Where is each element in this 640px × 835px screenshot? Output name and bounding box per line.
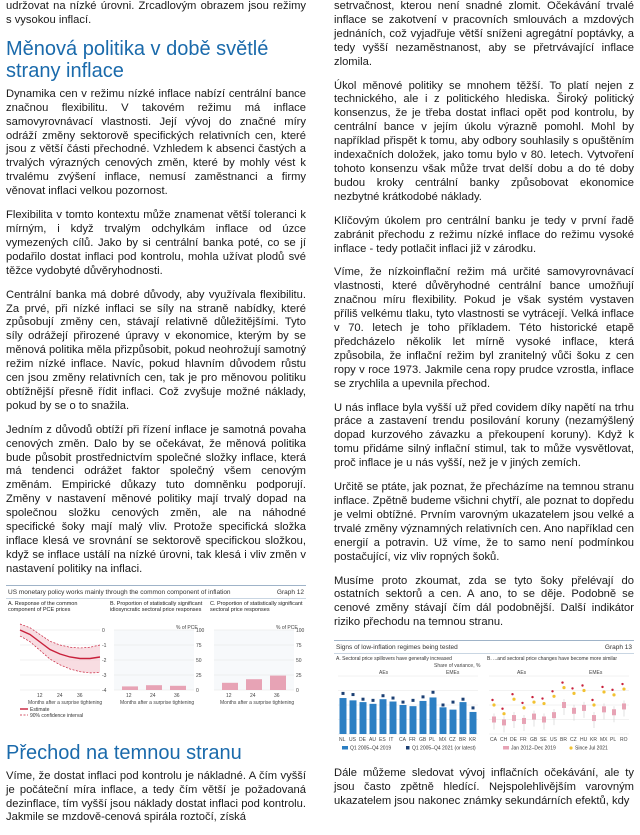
x-tick-label: 12 [126,692,132,699]
right-column [334,0,634,819]
y-tick-label: -1 [102,642,107,649]
marker-latest [352,693,355,696]
y-axis-unit: % of PCE [276,624,298,631]
point-since-jul-2021 [621,683,623,685]
panel-c [210,601,304,614]
point-since-jul-2021 [611,689,613,691]
paragraph: Víme, že nízkoinflační režim má určité samovyrovnávací vlastnosti, které důvěryhodné centrální bance umožňují značnou míru flexibility. Pokud je však systém vystaven příliš velkému tlaku, tyto vlastnosti se vytrácejí. Velká inflace v 70. letech je toho příkladem. Této historické etapě předcházelo několik let mírně vysoké inflace, která způsobila, že inflační režim byl zranitelný vůči šoku z cen ropy v roce 1973. Jakmile cena ropy prudce vzrostla, inflace se zrychlila a upevnila přechod. [334,266,634,390]
x-tick-label: MX [439,737,447,744]
bar [170,686,186,690]
x-tick-label: 24 [250,692,256,699]
point-since-jul-2021 [581,684,583,686]
paragraph: udržovat na nízké úrovni. Zrcadlovým obrazem jsou režimy s vysokou inflací. [6,0,306,26]
x-axis-label: Months after a surprise tightening [220,699,295,706]
paragraph: Víme, že dostat inflaci pod kontrolu je nákladné. A čím vyšší je počáteční míra inflace, a tedy čím větší je požadovaná dezinflace, tím vyšší jsou náklady dostat inflaci pod kontrolu. Jakmile se mzdově-cenová spirála roztočí, získá [6,769,306,824]
x-tick-label: 12 [37,692,43,699]
legend-swatch-a2 [406,746,410,750]
marker-latest [382,694,385,697]
bar-q1-2005-q4-2019 [380,699,387,734]
paragraph: Dynamika cen v režimu nízké inflace nabízí centrální bance značnou flexibilitu. V takovém režimu má inflace samovyrovnávací vlastnosti. Její vývoj do značné míry odráží změny sektorově specifických relativních cen, které jsou z větší části přechodné. Vzhledem k absenci častých a trvalých výrazných cenových změn, které by mohly vést k trvalému zvýšení inflace, nemusí zaměstnanci a firmy věnovat inflaci velkou pozornost. [6,87,306,198]
x-tick-label: CH [500,737,508,744]
point-since-jul-2021 [531,696,533,698]
marker-latest [362,698,365,701]
bar-q1-2005-q4-2019 [470,712,477,734]
x-tick-label: GB [530,737,538,744]
y-tick-label: 0 [296,687,299,694]
point-since-jul-2021 [511,693,513,695]
x-tick-label: HU [580,737,588,744]
x-tick-label: AU [369,737,376,744]
marker-latest [472,707,475,710]
x-tick-label: US [349,737,356,744]
panel-a-title: A. Response of the common component of PCE prices [8,600,78,614]
bar-q1-2005-q4-2019 [400,705,407,734]
x-tick-label: DE [510,737,517,744]
bar-q1-2005-q4-2019 [360,702,367,734]
bar-q1-2005-q4-2019 [460,702,467,734]
section-heading-bright-side: Měnová politika v době světlé strany inflace [6,37,269,82]
bar [222,683,238,690]
x-tick-label: PL [610,737,617,744]
x-tick-label: US [550,737,557,744]
x-tick-label: FR [409,737,416,744]
paragraph: U nás inflace byla vyšší už před covidem díky napětí na trhu práce a zastavení trendu posilování koruny (nezamýšlený dopad kurzového závazku a překoupení koruny). Když k tomu přidáme silný inflační stimul, tak to může vysvětlovat, proč inflace je u nás vyšší, než je v jiných zemích. [334,401,634,470]
x-tick-label: FR [520,737,527,744]
point-since-jul-2021 [541,698,543,700]
point-since-jul-2021 [522,706,525,709]
bar-q1-2005-q4-2019 [440,707,447,734]
x-tick-label: BR [459,737,466,744]
y-tick-label: -2 [102,657,107,664]
x-tick-label: MX [600,737,608,744]
point-since-jul-2021 [521,702,523,704]
panel-a-title: A. Sectoral price spillovers have generally increased [336,656,452,663]
point-since-jul-2021 [492,704,495,707]
bar-q1-2005-q4-2019 [410,706,417,734]
point-since-jul-2021 [551,690,553,692]
paragraph: Centrální banka má dobré důvody, aby využívala flexibilitu. Za prvé, při nízké inflaci se síly na straně nabídky, které způsobují změny cen, stávají relativně důležitějšími. Tyto síly odrážejí přirozené úpravy v ekonomice, kterým by se měnová politika měla přizpůsobit, pokud neohrožují samotný režim nízké inflace. Navíc, pokud hlavním důvodem růstu cen jsou změny relativních cen, tak je pro měnovou politiku obtížnější přesně řídit inflaci. Což zvyšuje možné náklady, pokud by se o to snažila. [6,288,306,412]
box-2012-2019 [562,702,566,708]
x-tick-label: DE [359,737,366,744]
panel-b-title: B. Proportion of statistically significant idiosyncratic sectoral price responses [109,600,203,614]
x-tick-label: CZ [570,737,577,744]
x-tick-label: 36 [174,692,180,699]
bar [270,675,286,689]
group-label-aes: AEs [379,670,389,677]
box-2012-2019 [492,717,496,723]
bar [146,685,162,690]
x-tick-label: BR [560,737,567,744]
legend-label-b1: Jan 2012–Dec 2019 [511,745,556,752]
panel-b-plot [114,625,205,706]
legend-swatch-b2 [569,747,572,750]
paragraph: setrvačnost, kterou není snadné zlomit. Očekávání trvalé inflace se zakotvení v pracovních smlouvách a mzdových jednáních, což vyjadřuje větší sníženi agregátní poptávky, a tedy vyšší nezaměstnanost, aby se přetrvávající inflace zlomila. [334,0,634,68]
x-tick-label: 36 [77,692,83,699]
point-since-jul-2021 [582,689,585,692]
panel-a-plot [20,624,107,719]
marker-latest [462,698,465,701]
legend-swatch-b1 [503,746,509,750]
paragraph: Dále můžeme sledovat vývoj inflačních očekávání, ale ty jsou často zpětně hledící. Nejspolehlivějším varovným ukazatelem jsou nakonec známky sekundárních efektů, kdy [334,767,634,807]
y-tick-label: 100 [296,627,305,634]
x-tick-label: RO [620,737,628,744]
y-tick-label: 25 [196,672,202,679]
x-tick-label: CA [490,737,497,744]
y-tick-label: 75 [296,642,302,649]
marker-latest [392,697,395,700]
x-tick-label: 24 [57,692,63,699]
point-since-jul-2021 [612,693,615,696]
panel-a-unit: Share of variance, % [434,663,481,670]
bar-q1-2005-q4-2019 [420,701,427,734]
point-since-jul-2021 [622,688,625,691]
box-2012-2019 [582,705,586,711]
marker-latest [342,692,345,695]
x-tick-label: SE [540,737,547,744]
point-since-jul-2021 [491,699,493,701]
point-since-jul-2021 [572,692,575,695]
box-2012-2019 [552,712,556,718]
y-tick-label: -4 [102,687,107,694]
x-axis-label: Months after a surprise tightening [120,699,195,706]
x-tick-label: CA [399,737,406,744]
x-axis-label: Months after a surprise tightening [28,699,103,706]
legend-label-b2: Since Jul 2021 [575,745,608,752]
y-tick-label: 25 [296,672,302,679]
box-2012-2019 [532,714,536,720]
group-label-emes: EMEs [589,670,603,677]
panel-b [110,601,206,614]
x-tick-label: KR [469,737,476,744]
section-heading-dark-side: Přechod na temnou stranu [6,741,242,764]
x-tick-label: 36 [274,692,280,699]
x-tick-label: 12 [226,692,232,699]
marker-latest [442,704,445,707]
box-2012-2019 [572,708,576,714]
marker-latest [412,699,415,702]
marker-latest [372,699,375,702]
legend-swatch-a1 [342,746,348,750]
marker-latest [452,701,455,704]
paragraph: Musíme proto zkoumat, zda se tyto šoky přelévají do ostatních sektorů a cen. A ano, to se děje. Podobně se cenové změny stávají čím dál podobnější. Další indikátor riziko přechodu na temnou stranu. [334,574,634,629]
marker-latest [402,701,405,704]
confidence-band [20,624,100,673]
left-column [6,0,306,835]
box-2012-2019 [602,707,606,713]
bar-q1-2005-q4-2019 [390,702,397,734]
x-tick-label: IT [389,737,394,744]
paragraph: Určitě se ptáte, jak poznat, že přecházíme na temnou stranu inflace. Zpětně budeme všichni chytří, ale poznat to dopředu je velmi obtížné. Prvním varovným ukazatelem jsou velké a trvalé změny významných relativních cen. Ano například cen energií a potravin. Už víme, že to samo není podmínkou postačující, viz vliv ropných šoků. [334,481,634,563]
box-2012-2019 [622,704,626,710]
figure-graph-13 [334,640,634,759]
point-since-jul-2021 [512,698,515,701]
panel-a [8,601,106,614]
point-since-jul-2021 [592,704,595,707]
legend-label-a2: Q1 2005–Q4 2021 (or latest) [412,745,476,752]
point-since-jul-2021 [501,708,503,710]
point-since-jul-2021 [532,701,535,704]
figure-number: Graph 12 [276,588,304,596]
group-label-emes: EMEs [446,670,460,677]
figure-title: Signs of low-inflation regimes being tested [336,644,458,652]
box-2012-2019 [592,715,596,721]
figure-number: Graph 13 [604,644,632,652]
point-since-jul-2021 [601,686,603,688]
graph-13-plots [334,654,634,758]
panel-a-plot [336,656,481,752]
legend-label-ci: 90% confidence interval [30,712,84,719]
paragraph: Jedním z důvodů obtíží při řízení inflace je samotná povaha cenových změn. Dalo by se očekávat, že měnová politika bude působit prostřednictvím společné složky inflace, která má tendenci odrážet faktor společný všem cenovým změnám. Empirické důkazy tuto domněnku podporují. Změny v nastavení měnové politiky mají trvalý dopad na společnou složku cenových změn, ale na náhodné specifické šoky mají malý vliv. Protože specifická složka inflace klesá ve srovnání se sektorově specifickou složkou, když se inflace ustálí na nízké úrovni, tak klesá i vliv změn v nastavení politiky na inflaci. [6,423,306,575]
x-tick-label: KR [590,737,597,744]
point-since-jul-2021 [602,691,605,694]
bar [122,686,138,690]
point-since-jul-2021 [552,695,555,698]
bar-q1-2005-q4-2019 [370,704,377,734]
bar-q1-2005-q4-2019 [350,701,357,735]
x-tick-label: GB [419,737,427,744]
paragraph: Flexibilita v tomto kontextu může znamenat větší toleranci k mírným, i když trvalým odchylkám inflace od úzce vymezených cílů. Jako by si centrální banka poté, co se jí podařilo dostat inflaci pod kontrolu, mohla užívat plodů své těžce vydobyté důvěryhodnosti. [6,209,306,277]
panel-b-title: B. ...and sectoral price changes have become more similar [487,656,618,663]
x-tick-label: NL [339,737,346,744]
paragraph: Klíčovým úkolem pro centrální banku je tedy v první řadě zabránit přechodu z režimu nízké inflace do režimu vysoké inflace - tedy potlačit inflaci již v zárodku. [334,214,634,255]
x-tick-label: ES [379,737,386,744]
box-2012-2019 [502,720,506,726]
marker-latest [432,691,435,694]
point-since-jul-2021 [502,712,505,715]
marker-latest [422,696,425,699]
y-tick-label: 0 [102,627,105,634]
point-since-jul-2021 [571,687,573,689]
y-axis-unit: % of PCE [176,624,198,631]
box-2012-2019 [612,709,616,715]
point-since-jul-2021 [561,682,563,684]
point-since-jul-2021 [542,702,545,705]
y-tick-label: 0 [196,687,199,694]
panel-b-plot [487,656,629,752]
group-label-aes: AEs [517,670,527,677]
x-tick-label: 24 [150,692,156,699]
bar-q1-2005-q4-2019 [430,698,437,735]
y-tick-label: 50 [196,657,202,664]
box-2012-2019 [542,717,546,723]
panel-c-plot [214,625,305,706]
bar-q1-2005-q4-2019 [340,698,347,734]
legend-label-estimate: Estimate [30,706,50,713]
box-2012-2019 [512,715,516,721]
panel-c-title: C. Proportion of statistically significant sectoral price responses [209,600,303,614]
point-since-jul-2021 [562,686,565,689]
y-tick-label: 100 [196,627,205,634]
box-2012-2019 [522,718,526,724]
point-since-jul-2021 [591,699,593,701]
y-tick-label: 75 [196,642,202,649]
y-tick-label: -3 [102,672,107,679]
paragraph: Úkol měnové politiky se mnohem těžší. To platí nejen z technického, ale i z politického hlediska. Široký politický konsenzus, že je třeba dostat inflaci opět pod kontrolu, by centrální bance v jejím úkolu výrazně pomohl. Mohl by například přispět k tomu, aby odbory souhlasily s opuštěním indexačních doložek, jako tomu bylo v 80. letech. Vytvoření tohoto konsenzu však může trvat delší dobu a do té doby budou kroky centrální banky způsobovat ekonomice nezbytné krátkodobé náklady. [334,79,634,203]
legend-label-a1: Q1 2005–Q4 2019 [350,745,392,752]
figure-title: US monetary policy works mainly through the common component of inflation [8,588,231,596]
graph-12-plots [8,622,306,722]
bar [246,679,262,690]
x-tick-label: CZ [449,737,456,744]
figure-graph-12 [6,585,306,736]
y-tick-label: 50 [296,657,302,664]
x-tick-label: PL [429,737,436,744]
bar-q1-2005-q4-2019 [450,710,457,734]
